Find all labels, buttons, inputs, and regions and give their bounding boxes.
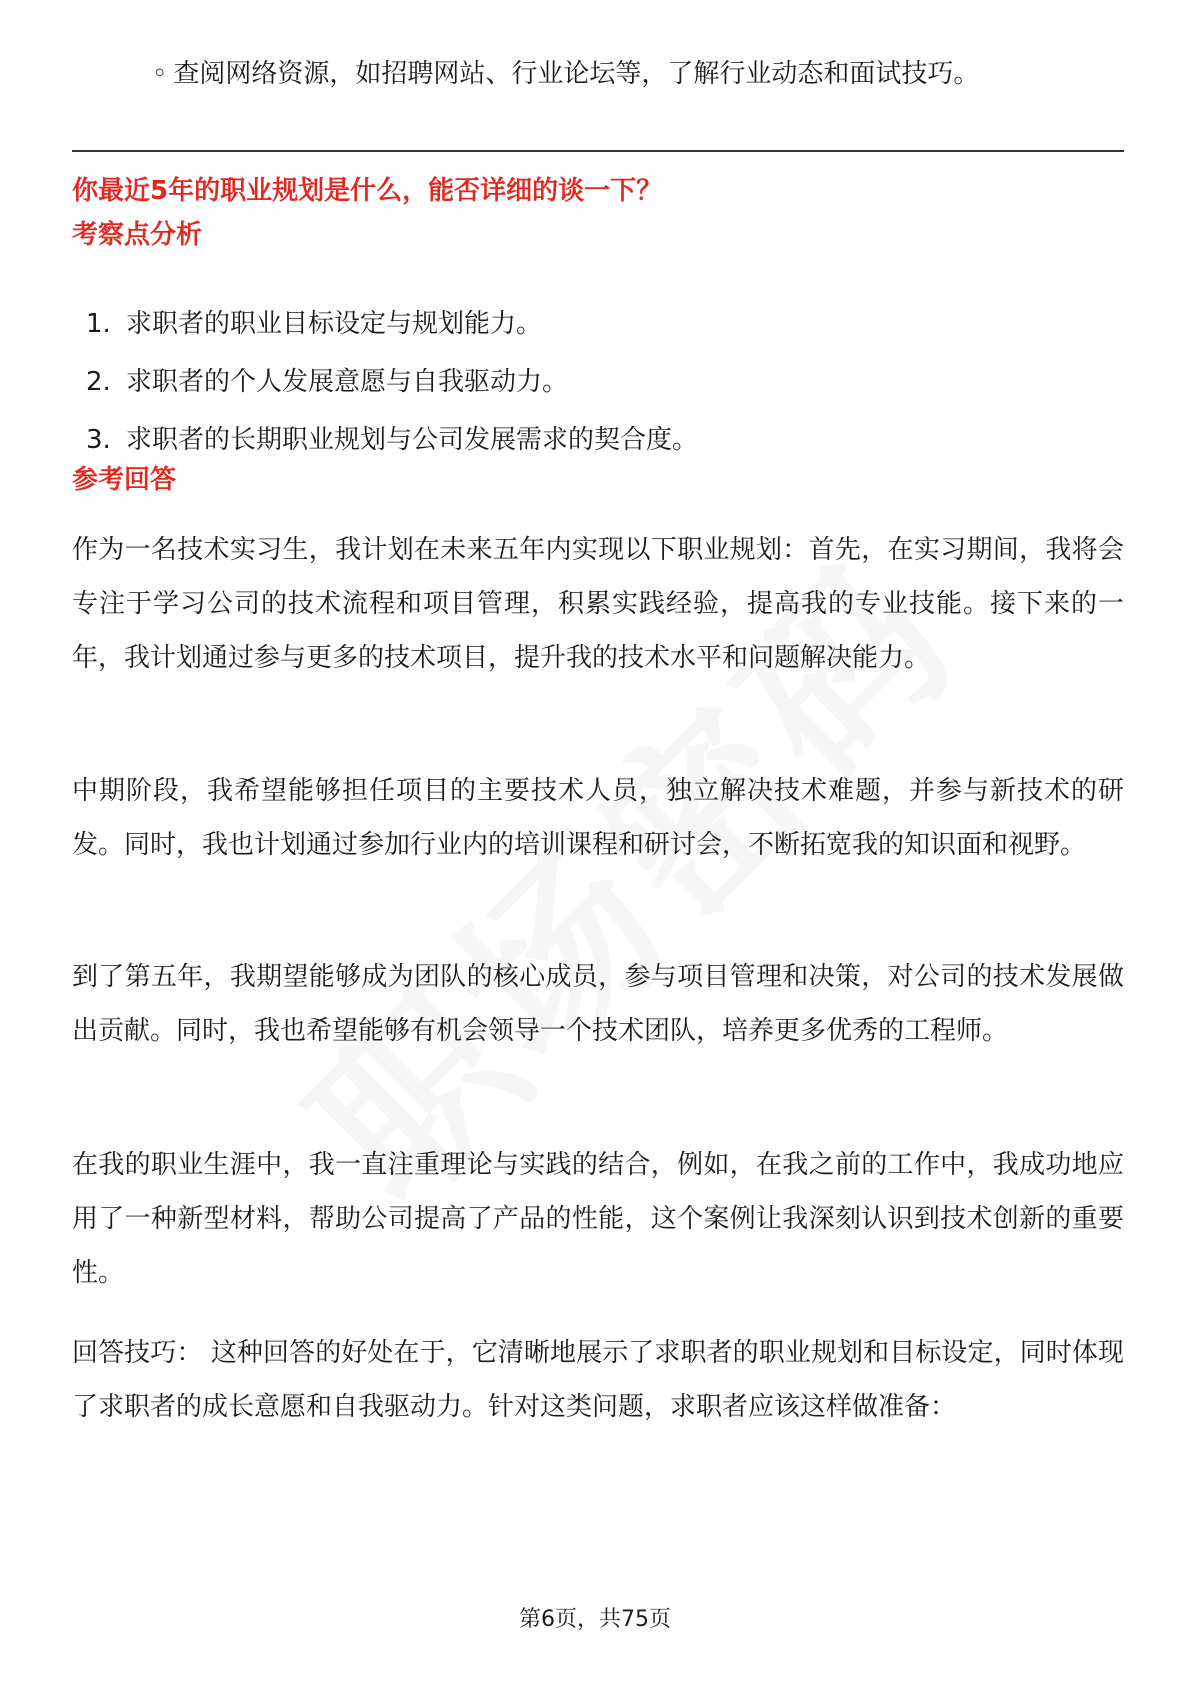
answer-paragraph-2: 中期阶段，我希望能够担任项目的主要技术人员，独立解决技术难题，并参与新技术的研发。同时，我也计划通过参加行业内的培训课程和研讨会，不断拓宽我的知识面和视野。 [72,776,1124,860]
analysis-heading: 考察点分析 [72,220,203,250]
answer-paragraph-4: 在我的职业生涯中，我一直注重理论与实践的结合，例如，在我之前的工作中，我成功地应用了一种新型材料，帮助公司提高了产品的性能，这个案例让我深刻认识到技术创新的重要性。 [72,1150,1124,1288]
question-title: 你最近5年的职业规划是什么，能否详细的谈一下？ [72,176,663,206]
page-number-footer: 第6页，共75页 [519,1607,671,1632]
answer-tips-paragraph: 回答技巧： 这种回答的好处在于，它清晰地展示了求职者的职业规划和目标设定，同时体现了求职者的成长意愿和自我驱动力。针对这类问题，求职者应该这样做准备： [72,1338,1124,1422]
section-divider [72,150,1124,152]
list-item-number: 2. [86,367,111,397]
list-item [72,305,698,363]
list-item-number: 1. [86,309,111,339]
hollow-bullet-icon: ◦ [152,59,168,89]
list-item [72,363,698,421]
list-item-number: 3. [86,425,111,455]
analysis-points-list [72,305,698,479]
document-page [72,0,1124,1684]
answer-paragraph-1: 作为一名技术实习生，我计划在未来五年内实现以下职业规划：首先，在实习期间，我将会专注于学习公司的技术流程和项目管理，积累实践经验，提高我的专业技能。接下来的一年，我计划通过参与更多的技术项目，提升我的技术水平和问题解决能力。 [72,535,1124,673]
resource-bullet-item [152,55,979,93]
answer-heading: 参考回答 [72,465,177,495]
list-item-text: 求职者的个人发展意愿与自我驱动力。 [126,367,569,397]
answer-paragraph-3: 到了第五年，我期望能够成为团队的核心成员，参与项目管理和决策，对公司的技术发展做出贡献。同时，我也希望能够有机会领导一个技术团队，培养更多优秀的工程师。 [72,962,1124,1046]
list-item-text: 求职者的职业目标设定与规划能力。 [126,309,543,339]
bullet-text: 查阅网络资源，如招聘网站、行业论坛等，了解行业动态和面试技巧。 [173,59,980,89]
list-item-text: 求职者的长期职业规划与公司发展需求的契合度。 [126,425,699,455]
